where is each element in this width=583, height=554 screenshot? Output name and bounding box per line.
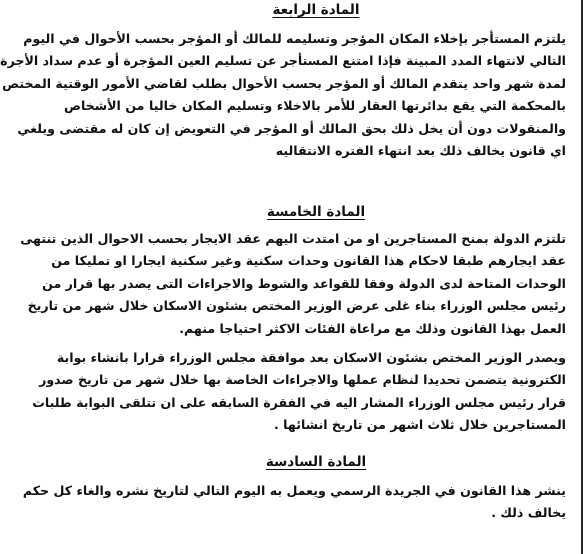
article-5-paragraph-2-line-2: الكترونية يتضمن تحديدا لنظام عملها والاجراءات الخاصة بها خلال شهر من تاريخ صدور xyxy=(39,372,566,388)
article-5-paragraph-1-line-2: عقد ايجارهم طبقا لاحكام هذا القانون وحدات سكنية وغير سكنية ايجارا او تمليكا من xyxy=(51,253,566,269)
article-5-paragraph-1-line-1: تلتزم الدولة بمنح المستاجرين او من امتدت اليهم عقد الايجار بحسب الاحوال الذين تنتهى xyxy=(20,231,566,246)
article-6-paragraph-1-line-1: ينشر هذا القانون في الجريدة الرسمي ويعمل به اليوم التالي لتاريخ نشره والغاء كل حكم xyxy=(22,483,566,498)
article-4-paragraph-1 xyxy=(0,28,566,162)
article-4-paragraph-1-line-4: بالمحكمة التي يقع بدائرتها العقار للأمر بالاخلاء وتسليم المكان خاليا من الأشخاص xyxy=(64,98,566,114)
article-5-paragraph-1-line-3: الوحدات المتاحة لدى الدولة وفقا للقواعد والشوط والاجراءات التى يصدر بها قرار من xyxy=(42,275,566,291)
article-5-paragraph-2 xyxy=(32,347,566,437)
article-4-paragraph-1-line-3: لمدة شهر واحد يتقدم المالك أو المؤجر بحسب الأحوال بطلب لقاضي الأمور الوقتية المختص xyxy=(2,75,566,91)
article-6-paragraph-1-line-2: يخالف ذلك . xyxy=(491,505,566,520)
article-5-paragraph-1 xyxy=(20,228,566,340)
article-4-paragraph-1-line-5: والمنقولات دون أن يخل ذلك بحق المالك أو المؤجر في التعويض إن كان له مقتضى ويلغي xyxy=(17,120,566,136)
article-4-title: المادة الرابعة xyxy=(272,2,360,18)
article-5-paragraph-2-line-4: المستاجرين خلال ثلاث اشهر من تاريخ انشائها . xyxy=(274,417,566,433)
article-6-paragraph-1 xyxy=(22,480,566,524)
article-5-paragraph-2-line-1: ويصدر الوزير المختص بشئون الاسكان بعد موافقة مجلس الوزراء قرارا بانشاء بوابة xyxy=(56,350,566,365)
article-6-title: المادة السادسة xyxy=(265,454,367,470)
article-4-paragraph-1-line-2: التالي لانتهاء المدد المبينة فإذا امتنع المستأجر عن تسليم العين المؤجرة أو عدم سداد الأجرة xyxy=(0,53,566,69)
article-4-paragraph-1-line-1: يلتزم المستأجر بإخلاء المكان المؤجر وتسليمه للمالك أو المؤجر بحسب الأحوال في اليوم xyxy=(23,31,566,46)
article-4-paragraph-1-line-6: اي قانون يخالف ذلك بعد انتهاء الفتره الانتقاليه xyxy=(275,142,566,158)
article-5-paragraph-2-line-3: قرار رئيس مجلس الوزراء المشار اليه في الفقرة السابقه على ان تتلقى البوابة طلبات xyxy=(32,394,566,410)
article-5-title: المادة الخامسة xyxy=(266,204,366,220)
article-5-paragraph-1-line-4: رئيس مجلس الوزراء بناء غلى عرض الوزير المختص بشئون الاسكان خلال شهر من تاريخ xyxy=(27,298,566,314)
article-5-paragraph-1-line-5: العمل بهذا القانون وذلك مع مراعاة الفئات الاكثر احتياجا منهم. xyxy=(179,320,566,336)
